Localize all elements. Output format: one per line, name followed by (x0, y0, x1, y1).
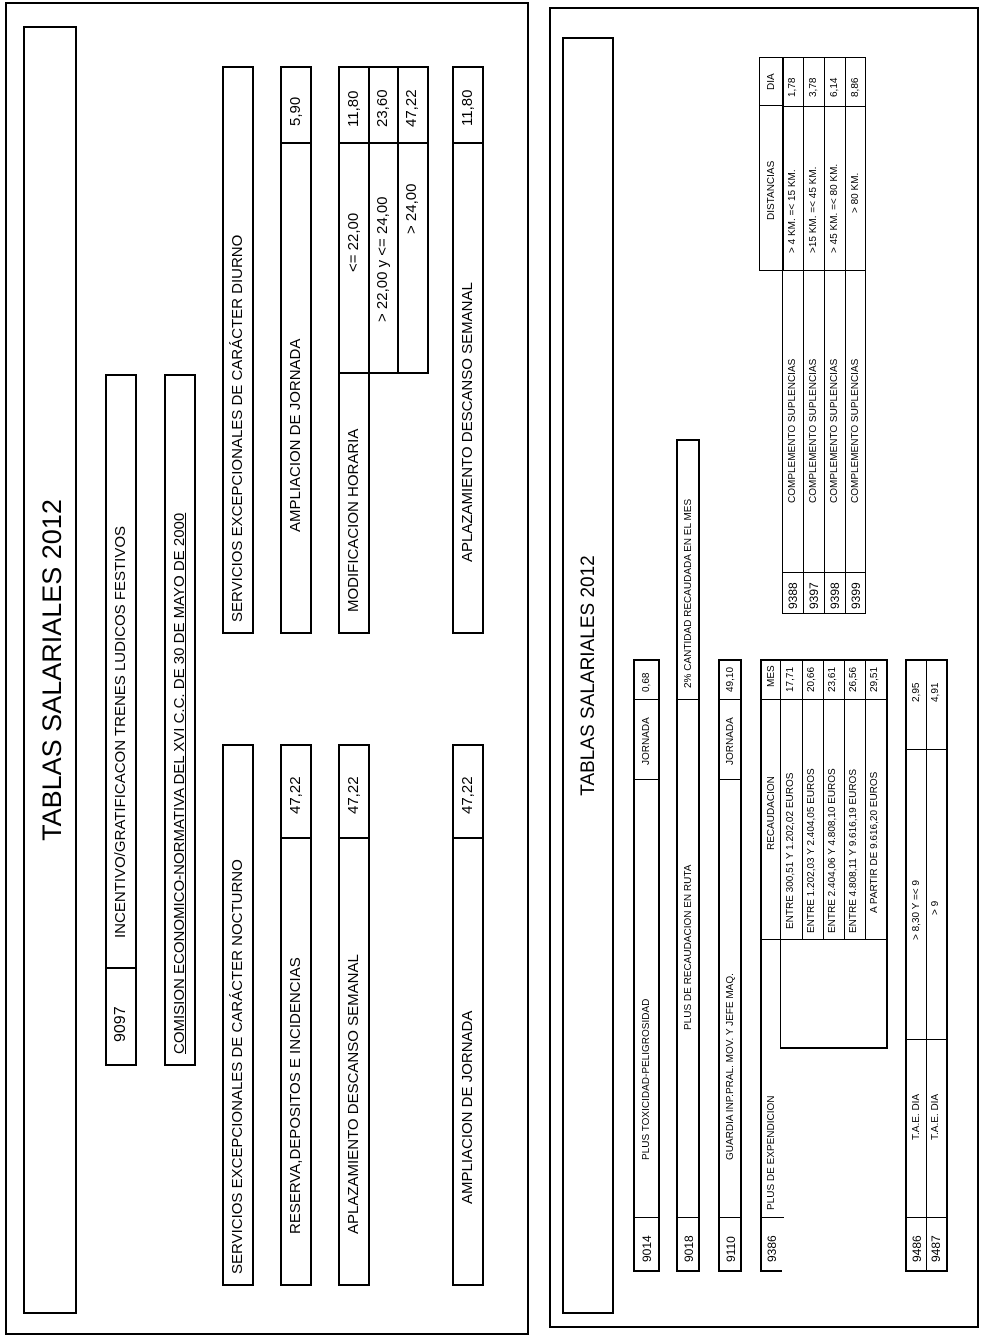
label-9110: GUARDIA INP.PRAL. MOV. Y JEFE MAQ. (725, 973, 736, 1160)
value-9110: 49,10 (725, 666, 736, 692)
nocturno-row-label: APLAZAMIENTO DESCANSO SEMANAL (345, 954, 362, 1234)
suplencia-code: 9399 (849, 582, 863, 609)
tae-code: 9487 (929, 1235, 943, 1262)
suplencia-label: COMPLEMENTO SUPLENCIAS (808, 358, 819, 503)
tae-range: > 8,30 Y =< 9 (911, 880, 922, 940)
row-9014 (633, 659, 660, 1272)
modificacion-range: > 22,00 y <= 24,00 (374, 196, 391, 322)
head-dia: DIA (766, 73, 777, 90)
suplencia-dia: 8,86 (850, 77, 861, 97)
left-title-box (23, 26, 77, 1314)
suplencia-label: COMPLEMENTO SUPLENCIAS (850, 358, 861, 503)
suplencia-dia: 6,14 (829, 77, 840, 97)
expendicion-rec: ENTRE 1.202,03 Y 2.404,05 EUROS (806, 768, 817, 933)
suplencia-dist: > 45 KM. =< 80 KM. (829, 163, 840, 253)
diurno-header-box (222, 66, 254, 634)
comision-text: COMISION ECONOMICO-NORMATIVA DEL XVI C.C. DE 30 DE MAYO DE 2000 (171, 512, 188, 1054)
head-distancias: DISTANCIAS (766, 160, 777, 220)
suplencia-dist: >15 KM. =< 45 KM. (808, 166, 819, 253)
label-9386: PLUS DE EXPENDICION (766, 1095, 777, 1210)
label-9014: PLUS TOXICIDAD-PELIGROSIDAD (641, 998, 652, 1160)
suplencia-code: 9398 (828, 582, 842, 609)
row-9018 (676, 439, 700, 1272)
tae-table (905, 659, 948, 1272)
modificacion-table (338, 66, 429, 374)
left-title: TABLAS SALARIALES 2012 (37, 499, 67, 841)
code-9386: 9386 (765, 1235, 779, 1262)
nocturno-row-value: 47,22 (459, 776, 476, 814)
code-9110: 9110 (724, 1236, 738, 1262)
diurno-aplazamiento-label: APLAZAMIENTO DESCANSO SEMANAL (459, 282, 476, 562)
expendicion-rec: ENTRE 4.808,11 Y 9.616,19 EUROS (848, 769, 859, 933)
expendicion-rec: ENTRE 2.404,06 Y 4.808,10 EUROS (827, 768, 838, 933)
nocturno-header-box (222, 744, 254, 1286)
modificacion-value: 47,22 (403, 89, 420, 127)
value-9014: 0,68 (641, 672, 652, 692)
suplencia-label: COMPLEMENTO SUPLENCIAS (829, 358, 840, 503)
suplencias-table (782, 57, 866, 614)
expendicion-mes: 29,51 (869, 666, 880, 692)
diurno-ampliacion-value: 5,90 (287, 96, 304, 126)
nocturno-row-reserva (280, 744, 312, 1286)
suplencia-dia: 1,78 (787, 77, 798, 97)
right-title-box (562, 37, 614, 1314)
modificacion-label-box (338, 372, 370, 634)
suplencias-header (759, 57, 784, 271)
modificacion-value: 11,80 (345, 90, 362, 127)
tae-label: T.A.E. DIA (911, 1093, 922, 1140)
expendicion-mes: 23,61 (827, 666, 838, 692)
right-panel (549, 7, 979, 1328)
modificacion-range: <= 22,00 (345, 212, 362, 272)
unit-9014: JORNADA (641, 717, 652, 765)
incentivo-box (105, 374, 137, 1066)
tae-value: 2,95 (911, 682, 922, 702)
nocturno-row-aplazamiento (338, 744, 370, 1286)
code-9018: 9018 (682, 1235, 696, 1262)
diurno-ampliacion (280, 66, 312, 634)
diurno-ampliacion-label: AMPLIACION DE JORNADA (287, 338, 304, 532)
right-rotated-canvas (551, 9, 977, 1326)
label-9018: PLUS DE RECAUDACION EN RUTA (683, 864, 694, 1030)
expendicion-rec: A PARTIR DE 9.616,20 EUROS (869, 771, 880, 913)
nocturno-row-label: RESERVA,DEPOSITOS E INCIDENCIAS (287, 957, 304, 1234)
expendicion-rec: ENTRE 300,51 Y 1.202,02 EUROS (785, 772, 796, 929)
comision-box (164, 374, 196, 1066)
head-recaudacion: RECAUDACION (766, 776, 777, 850)
suplencia-dia: 3,78 (808, 77, 819, 97)
value-9018: 2% CANTIDAD RECAUDADA EN EL MES (683, 498, 694, 688)
tae-code: 9486 (910, 1235, 924, 1262)
diurno-header: SERVICIOS EXCEPCIONALES DE CARÁCTER DIURNO (229, 234, 246, 622)
tae-range: > 9 (930, 900, 941, 915)
right-title: TABLAS SALARIALES 2012 (578, 555, 599, 796)
tae-value: 4,91 (930, 682, 941, 702)
suplencia-code: 9388 (786, 582, 800, 609)
modificacion-range: > 24,00 (403, 183, 420, 234)
head-mes: MES (766, 665, 777, 687)
left-rotated-canvas (7, 4, 527, 1333)
expendicion-mes: 20,66 (806, 666, 817, 692)
suplencia-code: 9397 (807, 582, 821, 609)
unit-9110: JORNADA (725, 717, 736, 765)
row-9386 (760, 659, 782, 1272)
incentivo-label: INCENTIVO/GRATIFICACON TRENES LUDICOS FESTIVOS (112, 526, 129, 938)
left-panel (5, 2, 529, 1335)
suplencia-dist: > 4 KM. =< 15 KM. (787, 169, 798, 253)
modificacion-label: MODIFICACION HORARIA (345, 428, 362, 612)
nocturno-row-value: 47,22 (287, 776, 304, 814)
nocturno-row-ampliacion (452, 744, 484, 1286)
diurno-aplazamiento-value: 11,80 (459, 89, 476, 126)
tae-label: T.A.E. DIA (930, 1093, 941, 1140)
expendicion-mes: 17,71 (785, 666, 796, 692)
diurno-aplazamiento (452, 66, 484, 634)
suplencia-label: COMPLEMENTO SUPLENCIAS (787, 358, 798, 503)
nocturno-row-label: AMPLIACION DE JORNADA (459, 1010, 476, 1204)
code-9014: 9014 (640, 1235, 654, 1262)
incentivo-code: 9097 (112, 1006, 129, 1042)
nocturno-header: SERVICIOS EXCEPCIONALES DE CARÁCTER NOCTURNO (229, 859, 246, 1274)
nocturno-row-value: 47,22 (345, 776, 362, 814)
row-9110 (718, 659, 742, 1272)
expendicion-table (780, 659, 888, 1049)
modificacion-value: 23,60 (374, 89, 391, 127)
suplencia-dist: > 80 KM. (850, 172, 861, 213)
expendicion-mes: 26,56 (848, 666, 859, 692)
